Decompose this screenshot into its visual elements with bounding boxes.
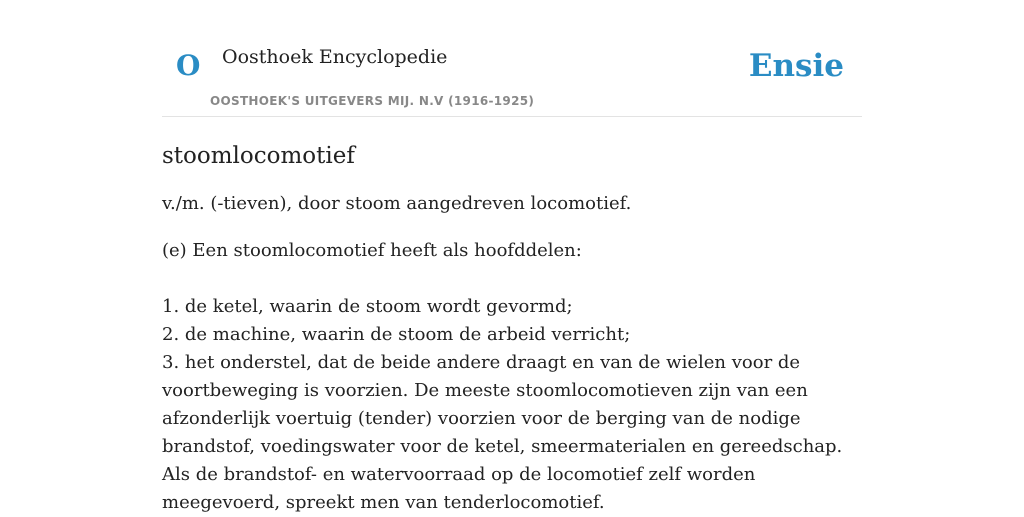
entry-headword: stoomlocomotief xyxy=(162,143,355,169)
book-header xyxy=(162,0,862,117)
book-title-link[interactable]: Oosthoek Encyclopedie xyxy=(222,46,448,68)
page xyxy=(162,0,862,517)
list-item: 2. de machine, waarin de stoom de arbeid verricht; xyxy=(162,324,631,345)
entry-intro: (e) Een stoomlocomotief heeft als hoofddelen: xyxy=(162,240,582,261)
entry-body xyxy=(162,293,862,517)
list-item: 3. het onderstel, dat de beide andere draagt en van de wielen voor de voortbeweging is voorzien. De meeste stoomlocomotieven zijn van een afzonderlijk voertuig (tender) voorzien voor de berging van de nodige brandstof, voedingswater voor de ketel, smeermaterialen en gereedschap. Als de brandstof- en watervoorraad op de locomotief zelf worden meegevoerd, spreekt men van tenderlocomotief. xyxy=(162,352,843,513)
list-item: 1. de ketel, waarin de stoom wordt gevormd; xyxy=(162,296,573,317)
ensie-logo-link[interactable]: Ensie xyxy=(748,48,844,84)
entry-definition: v./m. (-tieven), door stoom aangedreven locomotief. xyxy=(162,193,632,214)
publisher-label: OOSTHOEK'S UITGEVERS MIJ. N.V (1916-1925) xyxy=(210,94,535,108)
book-letter-logo: O xyxy=(176,49,201,82)
